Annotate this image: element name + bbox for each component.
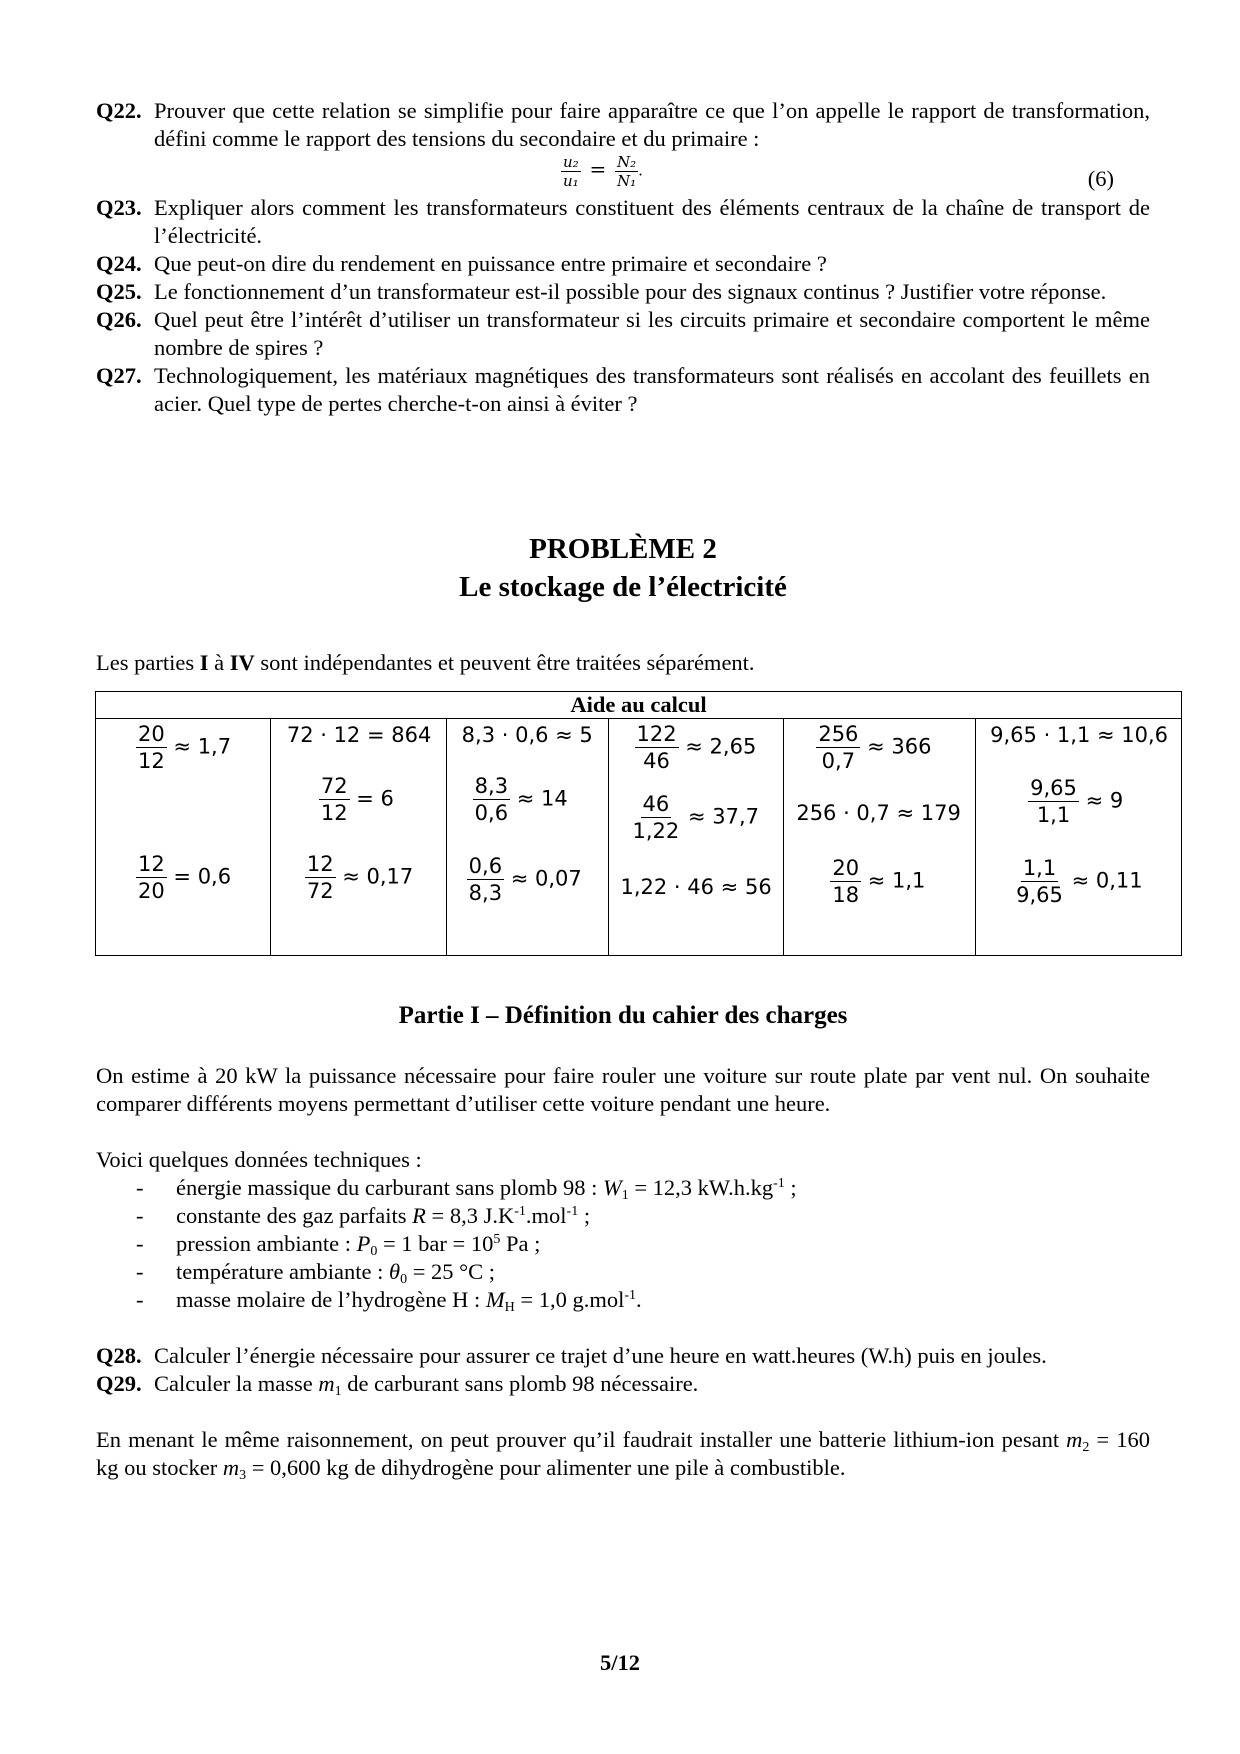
subscript: 3	[239, 1468, 247, 1483]
calc-fraction	[635, 721, 757, 774]
table-cell	[976, 719, 1182, 956]
table-cell	[784, 719, 976, 956]
paragraph-text: = 0,600 kg de dihydrogène pour alimenter une pile à combustible.	[246, 1455, 846, 1480]
calc-result: ≈ 0,11	[1071, 868, 1143, 893]
calc-product: 72 · 12 = 864	[286, 723, 432, 747]
calc-result: ≈ 366	[867, 734, 932, 759]
table-cell	[270, 719, 446, 956]
fraction-numerator: 0,6	[468, 854, 503, 878]
calc-fraction	[1028, 775, 1123, 828]
calc-fraction	[816, 721, 931, 774]
problem-title: PROBLÈME 2	[529, 533, 717, 565]
calc-result: ≈ 1,7	[173, 734, 232, 759]
question-q26	[96, 306, 1150, 362]
calc-product: 8,3 · 0,6 ≈ 5	[461, 723, 593, 747]
variable: R	[412, 1203, 426, 1228]
item-text: ;	[784, 1175, 797, 1200]
list-item	[96, 1230, 1150, 1258]
fraction-denominator: 18	[832, 883, 860, 907]
section-title: Partie I – Définition du cahier des charges	[398, 1002, 848, 1029]
calculation-help-table	[95, 691, 1182, 956]
item-text: = 8,3 J.K	[425, 1203, 515, 1228]
subscript: 2	[1082, 1440, 1090, 1455]
variable: W	[602, 1175, 622, 1200]
question-text: Le fonctionnement d’un transformateur est-il possible pour des signaux continus ? Justifier votre réponse.	[154, 279, 1107, 304]
question-number: Q27.	[96, 363, 142, 388]
equals-sign: =	[589, 156, 607, 181]
question-number: Q25.	[96, 279, 142, 304]
calc-product: 9,65 · 1,1 ≈ 10,6	[990, 723, 1169, 747]
item-text: Pa ;	[500, 1231, 541, 1256]
question-number: Q22.	[96, 98, 142, 123]
fraction-denominator: 20	[138, 879, 165, 903]
list-dash: -	[136, 1231, 144, 1256]
intro-part-end: IV	[229, 650, 255, 675]
fraction-denominator: u₁	[563, 172, 579, 190]
calc-product: 256 · 0,7 ≈ 179	[796, 801, 961, 825]
fraction-numerator: 20	[832, 856, 860, 880]
question-q28	[96, 1342, 1150, 1370]
item-text: = 1 bar = 10	[377, 1231, 494, 1256]
question-number: Q28.	[96, 1343, 142, 1368]
period: .	[638, 161, 643, 180]
question-text: Calculer l’énergie nécessaire pour assurer ce trajet d’une heure en watt.heures (W.h) puis en joules.	[154, 1343, 1047, 1368]
item-text: .mol	[525, 1203, 567, 1228]
table-header: Aide au calcul	[96, 692, 1182, 719]
item-text: énergie massique du carburant sans plomb 98 :	[176, 1175, 603, 1200]
list-dash: -	[136, 1175, 144, 1200]
list-dash: -	[136, 1259, 144, 1284]
question-q24	[96, 250, 1150, 278]
intro-text: à	[208, 650, 230, 675]
fraction-numerator: 72	[320, 774, 348, 798]
calc-product: 1,22 · 46 ≈ 56	[620, 875, 772, 899]
page-number: 5/12	[599, 1650, 640, 1675]
variable: m	[318, 1371, 335, 1396]
variable: m	[1066, 1427, 1083, 1452]
calc-result: ≈ 1,1	[867, 868, 926, 893]
list-item	[96, 1286, 1150, 1314]
item-text: .	[636, 1287, 642, 1312]
fraction-numerator: 122	[636, 722, 677, 746]
table-cell	[608, 719, 784, 956]
fraction-denominator: 12	[320, 801, 348, 825]
calc-fraction	[319, 773, 394, 826]
question-text: Quel peut être l’intérêt d’utiliser un transformateur si les circuits primaire et secondaire comportent le même nombre de spires ?	[154, 307, 1150, 360]
subscript: 0	[400, 1272, 408, 1287]
document-page	[96, 0, 1169, 1483]
calc-result: ≈ 37,7	[687, 804, 759, 829]
list-item	[96, 1258, 1150, 1286]
fraction-denominator: N₁	[617, 172, 637, 190]
calc-fraction	[830, 855, 925, 908]
intro-text: Les parties	[96, 650, 200, 675]
fraction-numerator: 8,3	[474, 774, 509, 798]
calc-fraction	[473, 773, 568, 826]
list-item	[96, 1202, 1150, 1230]
question-number: Q29.	[96, 1371, 142, 1396]
calc-result: ≈ 0,07	[510, 866, 582, 891]
calc-fraction	[631, 791, 759, 844]
question-q29	[96, 1370, 1150, 1398]
question-q25	[96, 278, 1150, 306]
intro-text: sont indépendantes et peuvent être traitées séparément.	[254, 650, 755, 675]
superscript: -1	[624, 1288, 637, 1303]
superscript: -1	[773, 1176, 785, 1191]
calc-fraction	[305, 851, 413, 904]
fraction-denominator: 1,1	[1036, 803, 1071, 827]
question-text: Calculer la masse	[154, 1371, 319, 1396]
data-intro: Voici quelques données techniques :	[96, 1147, 422, 1172]
calc-result: ≈ 2,65	[685, 734, 757, 759]
question-q22	[96, 97, 1150, 153]
calc-result: = 6	[356, 786, 394, 811]
table-cell	[96, 719, 271, 956]
calc-fraction	[136, 721, 231, 774]
variable: m	[222, 1455, 240, 1480]
superscript: -1	[566, 1204, 579, 1219]
item-text: constante des gaz parfaits	[176, 1203, 413, 1228]
subscript: 1	[334, 1384, 342, 1399]
item-text: = 1,0 g.mol	[514, 1287, 625, 1312]
calc-result: ≈ 14	[516, 786, 568, 811]
question-number: Q23.	[96, 195, 142, 220]
intro-paragraph	[96, 649, 1150, 677]
fraction-denominator: 1,22	[632, 819, 680, 843]
list-item	[96, 1174, 1150, 1202]
fraction-numerator: N₂	[617, 153, 637, 171]
list-dash: -	[136, 1203, 144, 1228]
table-cell	[446, 719, 608, 956]
fraction-denominator: 46	[643, 749, 670, 773]
question-q27	[96, 362, 1150, 418]
fraction-denominator: 0,7	[821, 749, 856, 773]
variable: M	[485, 1287, 505, 1312]
fraction-numerator: 46	[642, 792, 670, 816]
item-text: pression ambiante :	[176, 1231, 357, 1256]
item-text: = 12,3 kW.h.kg	[628, 1175, 774, 1200]
paragraph-text: En menant le même raisonnement, on peut prouver qu’il faudrait installer une batterie lithium-ion pesant	[96, 1427, 1067, 1452]
question-text: Prouver que cette relation se simplifie pour faire apparaître ce que l’on appelle le rapport de transformation, défini comme le rapport des tensions du secondaire et du primaire :	[154, 98, 1150, 151]
question-text: Technologiquement, les matériaux magnétiques des transformateurs sont réalisés en accolant des feuillets en acier. Quel type de pertes cherche-t-on ainsi à éviter ?	[154, 363, 1150, 416]
equation-6	[96, 153, 1150, 197]
item-text: température ambiante :	[176, 1259, 390, 1284]
calc-fraction	[467, 853, 582, 906]
item-text: = 25 °C ;	[407, 1259, 496, 1284]
question-text: de carburant sans plomb 98 nécessaire.	[341, 1371, 699, 1396]
fraction-numerator: 256	[818, 722, 859, 746]
calc-result: = 0,6	[173, 864, 232, 889]
question-q23	[96, 194, 1150, 250]
fraction-denominator: 9,65	[1016, 883, 1063, 907]
fraction-numerator: 12	[138, 852, 165, 876]
fraction-numerator: 9,65	[1030, 776, 1077, 800]
list-dash: -	[136, 1287, 144, 1312]
closing-paragraph	[96, 1426, 1150, 1482]
subscript: H	[504, 1300, 515, 1315]
problem-subtitle: Le stockage de l’électricité	[459, 571, 787, 603]
calc-fraction	[136, 851, 231, 904]
superscript: -1	[514, 1204, 526, 1219]
paragraph: On estime à 20 kW la puissance nécessaire pour faire rouler une voiture sur route plate par vent nul. On souhaite comparer différents moyens permettant d’utiliser cette voiture pendant une heure.	[96, 1063, 1150, 1116]
calc-result: ≈ 9	[1085, 788, 1124, 813]
question-text: Expliquer alors comment les transformateurs constituent des éléments centraux de la chaîne de transport de l’électricité.	[154, 195, 1150, 248]
fraction-numerator: 1,1	[1022, 856, 1057, 880]
question-number: Q24.	[96, 251, 142, 276]
calc-result: ≈ 0,17	[342, 864, 414, 889]
fraction-denominator: 0,6	[474, 801, 509, 825]
variable: P	[356, 1231, 371, 1256]
fraction-numerator: 12	[306, 852, 334, 876]
fraction-denominator: 8,3	[468, 881, 503, 905]
equation-expression	[561, 153, 643, 190]
fraction-denominator: 72	[306, 879, 334, 903]
paragraph-text: = 160 kg ou stocker	[96, 1427, 1150, 1480]
item-text: masse molaire de l’hydrogène H :	[176, 1287, 486, 1312]
equation-number: (6)	[1087, 166, 1114, 191]
fraction-numerator: u₂	[563, 153, 579, 171]
data-list	[96, 1174, 1150, 1314]
question-number: Q26.	[96, 307, 142, 332]
variable: θ	[389, 1259, 401, 1284]
intro-part-start: I	[199, 650, 209, 675]
superscript: 5	[493, 1232, 501, 1247]
subscript: 0	[370, 1244, 378, 1259]
fraction-numerator: 20	[138, 722, 165, 746]
calc-fraction	[1014, 855, 1142, 908]
question-text: Que peut-on dire du rendement en puissance entre primaire et secondaire ?	[154, 251, 827, 276]
item-text: ;	[578, 1203, 591, 1228]
fraction-denominator: 12	[138, 749, 165, 773]
subscript: 1	[621, 1188, 629, 1203]
